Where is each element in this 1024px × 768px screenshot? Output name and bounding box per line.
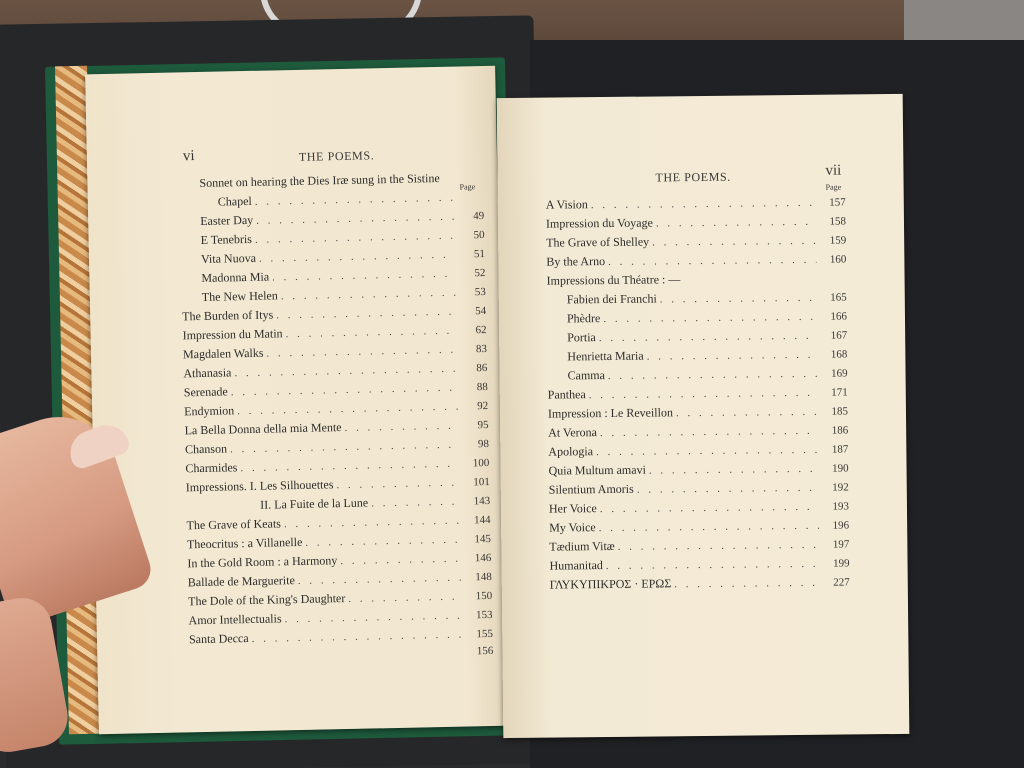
toc-entry-page-number: 199: [832, 557, 850, 570]
toc-leader-dots: [683, 282, 816, 283]
toc-leader-dots: [266, 344, 457, 360]
toc-entry-title: Impressions. I. Les Silhouettes: [185, 477, 334, 495]
toc-entry-title: Fabien dei Franchi: [566, 291, 657, 307]
left-page-label: Page: [459, 182, 476, 192]
toc-leader-dots: [237, 401, 458, 418]
toc-leader-dots: [608, 368, 818, 382]
right-running-header: THE POEMS.: [655, 169, 731, 185]
toc-leader-dots: [600, 425, 818, 439]
toc-leader-dots: [606, 558, 820, 572]
toc-leader-dots: [284, 610, 462, 626]
toc-entry-title: At Verona: [548, 425, 598, 440]
toc-leader-dots: [660, 292, 817, 306]
toc-entry-page-number: 159: [829, 234, 847, 247]
toc-entry-page-number: 148: [475, 570, 492, 584]
toc-entry: [550, 574, 850, 596]
toc-entry-page-number: 186: [831, 424, 849, 437]
left-page: [85, 66, 509, 734]
toc-entry-title: Panthea: [547, 387, 586, 402]
toc-entry-title: Endymion: [184, 403, 235, 419]
toc-entry-page-number: 197: [832, 538, 850, 551]
toc-entry-page-number: 160: [829, 253, 847, 266]
toc-entry-title: By the Arno: [546, 254, 606, 269]
toc-entry-page-number: 169: [831, 367, 848, 380]
toc-leader-dots: [255, 192, 454, 208]
toc-leader-dots: [344, 420, 458, 434]
toc-leader-dots: [596, 444, 818, 458]
toc-entry-page-number: 157: [829, 196, 846, 209]
toc-leader-dots: [340, 553, 461, 568]
background-object: [904, 0, 1024, 40]
toc-entry-page-number: [454, 200, 484, 201]
toc-entry-title: La Bella Donna della mia Mente: [184, 420, 342, 438]
toc-entry-title: Santa Decca: [188, 631, 249, 647]
toc-entry-title: A Vision: [545, 197, 588, 212]
toc-leader-dots: [284, 515, 461, 531]
toc-leader-dots: [591, 197, 816, 211]
toc-entry-page-number: 146: [474, 551, 492, 565]
toc-leader-dots: [589, 387, 818, 401]
toc-entry-title: Vita Nuova: [200, 250, 257, 266]
toc-entry-page-number: 98: [477, 437, 490, 451]
toc-entry-title: Impression : Le Reveillon: [547, 405, 674, 421]
toc-entry-title: Apologia: [548, 444, 594, 459]
toc-entry-page-number: 155: [476, 627, 494, 641]
toc-entry-title: Easter Day: [200, 212, 254, 228]
toc-entry-title: Quia Multum amavi: [548, 462, 646, 478]
toc-entry-page-number: 158: [829, 215, 847, 228]
toc-entry-page-number: 88: [476, 381, 488, 394]
toc-entry-page-number: 52: [474, 267, 486, 280]
left-toc-list: [179, 170, 493, 670]
toc-leader-dots: [230, 439, 459, 456]
toc-entry-page-number: 100: [472, 456, 490, 470]
toc-entry-title: The Grave of Keats: [186, 516, 282, 533]
toc-entry-page-number: 196: [832, 519, 850, 532]
right-folio: vii: [825, 162, 842, 179]
toc-entry-page-number: 143: [473, 494, 491, 508]
toc-entry-title: Sonnet on hearing the Dies Iræ sung in the Sistine: [199, 170, 440, 190]
toc-entry-title: Athanasia: [183, 365, 232, 381]
toc-entry-title: Henrietta Maria: [567, 348, 644, 364]
toc-entry-title: Serenade: [183, 384, 228, 400]
toc-entry-title: Amor Intellectualis: [188, 611, 282, 628]
toc-entry-page-number: 144: [473, 513, 491, 527]
toc-entry-title: Impressions du Théatre : —: [546, 272, 681, 288]
toc-leader-dots: [298, 572, 462, 587]
toc-leader-dots: [234, 363, 457, 380]
toc-entry-title: Camma: [567, 368, 605, 383]
toc-entry-page-number: 165: [830, 291, 847, 304]
toc-entry-page-number: 54: [475, 305, 487, 318]
toc-leader-dots: [336, 477, 460, 492]
toc-entry-page-number: 49: [473, 210, 485, 223]
toc-entry-page-number: 50: [473, 229, 485, 242]
toc-entry-title: The Grave of Shelley: [546, 234, 650, 250]
toc-leader-dots: [231, 382, 458, 399]
toc-entry-page-number: 227: [833, 576, 850, 589]
toc-entry-title: In the Gold Room : a Harmony: [187, 553, 338, 571]
toc-entry-page-number: 171: [831, 386, 848, 399]
toc-leader-dots: [285, 325, 456, 341]
toc-leader-dots: [600, 501, 819, 515]
toc-leader-dots: [674, 577, 820, 591]
toc-leader-dots: [647, 349, 818, 363]
toc-leader-dots: [256, 211, 454, 227]
toc-entry-page-number: 145: [474, 532, 492, 546]
toc-entry-page-number: 167: [830, 329, 848, 342]
toc-leader-dots: [348, 591, 462, 605]
toc-entry-title: The Burden of Itys: [182, 307, 274, 324]
toc-entry-title: Chapel: [217, 193, 252, 209]
toc-entry-title: Humanitad: [549, 558, 603, 573]
toc-leader-dots: [252, 629, 464, 645]
toc-entry-page-number: 62: [475, 324, 487, 337]
toc-entry-title: Charmides: [185, 460, 238, 476]
right-toc-list: [546, 194, 850, 596]
toc-leader-dots: [618, 539, 820, 553]
toc-leader-dots: [608, 254, 816, 268]
toc-leader-dots: [599, 520, 820, 534]
toc-entry-title: Impression du Matin: [182, 326, 283, 343]
toc-entry-page-number: 101: [473, 475, 490, 489]
toc-entry-page-number: 185: [831, 405, 849, 418]
toc-leader-dots: [649, 463, 819, 477]
toc-entry-page-number: 190: [831, 462, 849, 475]
left-folio: vi: [182, 148, 195, 165]
toc-entry-page-number: 95: [477, 418, 489, 432]
toc-entry-title: The Dole of the King's Daughter: [188, 591, 346, 609]
toc-entry-title: My Voice: [549, 520, 596, 535]
toc-entry-page-number: 153: [475, 608, 493, 622]
toc-entry-title: E Tenebris: [200, 231, 253, 247]
toc-entry-page-number: 193: [832, 500, 850, 513]
toc-leader-dots: [305, 534, 461, 549]
toc-leader-dots: [240, 458, 459, 475]
toc-entry-title: II. La Fuite de la Lune: [260, 495, 369, 512]
toc-leader-dots: [676, 406, 818, 419]
toc-entry-page-number: 192: [832, 481, 849, 494]
toc-leader-dots: [599, 330, 817, 344]
toc-entry-title: Impression du Voyage: [545, 215, 653, 231]
toc-entry-page-number: 86: [476, 362, 488, 375]
toc-entry-title: Chanson: [184, 441, 228, 457]
toc-entry-page-number: 51: [473, 248, 486, 261]
toc-entry-title: Her Voice: [548, 501, 597, 516]
toc-entry-title: Ballade de Marguerite: [187, 573, 295, 590]
toc-leader-dots: [371, 496, 460, 510]
toc-entry-page-number: 156: [476, 644, 494, 658]
toc-entry-page-number: 168: [830, 348, 848, 361]
toc-leader-dots: [276, 306, 456, 322]
toc-leader-dots: [656, 216, 816, 230]
toc-entry-title: ΓΛΥΚΥΠΙΚΡΟΣ · ΕΡΩΣ: [549, 576, 672, 592]
toc-entry-title: Portia: [567, 330, 596, 345]
toc-entry-title: The New Helen: [201, 288, 278, 304]
right-page: [497, 94, 910, 738]
toc-entry-page-number: 53: [474, 286, 486, 299]
toc-entry-title: Madonna Mia: [201, 269, 270, 285]
toc-entry-page-number: 187: [831, 443, 849, 456]
toc-entry-page-number: 83: [475, 343, 488, 356]
toc-leader-dots: [603, 311, 817, 325]
toc-leader-dots: [272, 268, 456, 284]
toc-entry-title: Silentium Amoris: [548, 481, 634, 497]
toc-entry-page-number: [453, 181, 483, 182]
toc-leader-dots: [192, 655, 463, 661]
toc-entry-title: Phèdre: [566, 311, 601, 326]
left-running-header: THE POEMS.: [298, 148, 375, 164]
toc-entry-page-number: 92: [477, 399, 489, 413]
toc-leader-dots: [259, 249, 455, 265]
toc-entry-page-number: 150: [475, 589, 493, 603]
toc-entry-title: Theocritus : a Villanelle: [186, 534, 303, 552]
right-page-label: Page: [825, 182, 842, 192]
toc-leader-dots: [652, 235, 816, 249]
toc-leader-dots: [281, 287, 456, 303]
toc-entry-title: Magdalen Walks: [182, 345, 264, 362]
toc-entry-title: Tædium Vitæ: [549, 538, 615, 554]
toc-leader-dots: [637, 482, 819, 496]
toc-leader-dots: [255, 230, 455, 246]
toc-entry-page-number: 166: [830, 310, 848, 323]
